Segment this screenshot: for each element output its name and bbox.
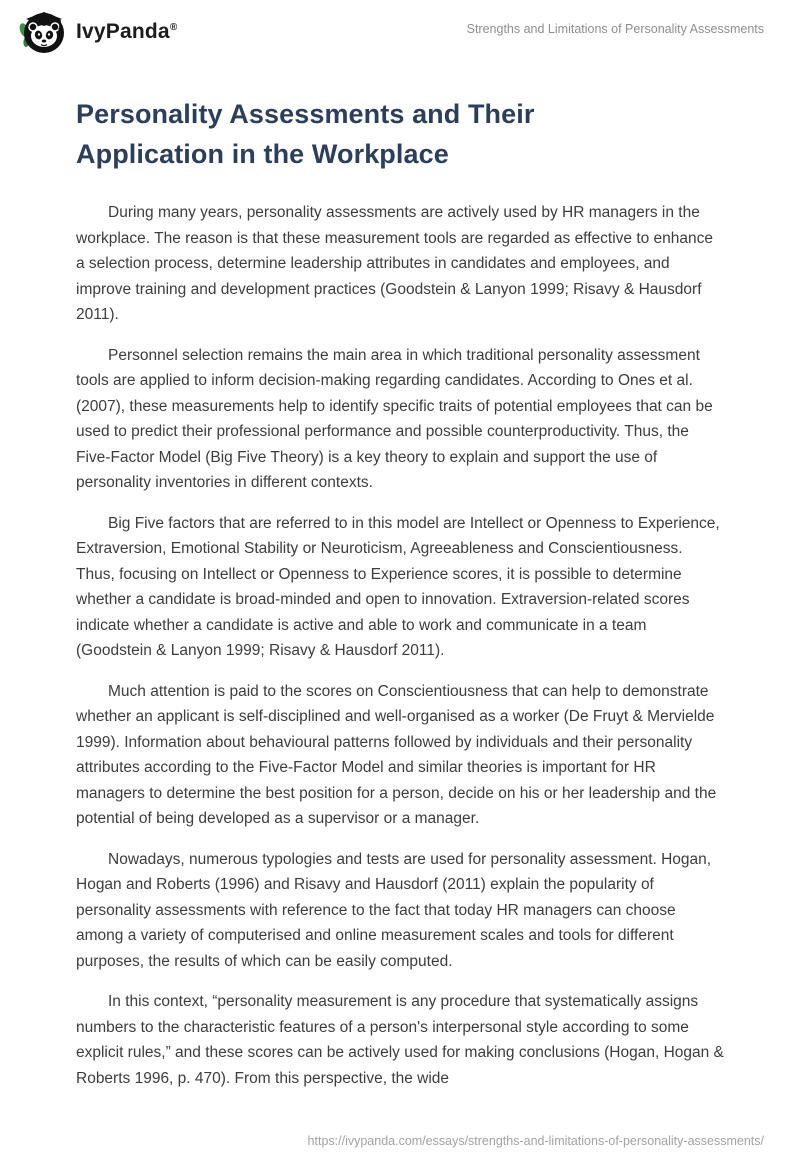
source-url-link[interactable]: https://ivypanda.com/essays/strengths-and-limitations-of-personality-assessments/ bbox=[307, 1134, 764, 1148]
page-footer bbox=[308, 1134, 764, 1148]
registered-mark: ® bbox=[169, 22, 178, 33]
paragraph-4: Much attention is paid to the scores on Conscientiousness that can help to demonstrate whether an applicant is self-disciplined and well-organised as a worker (De Fruyt & Mervielde 1999). Information about behavioural patterns followed by individuals and their personality attributes according to the Five-Factor Model and similar theories is important for HR managers to determine the best position for a person, decide on his or her leadership and the potential of being developed as a supervisor or a manager. bbox=[76, 682, 717, 827]
paragraph-2: Personnel selection remains the main area in which traditional personality assessment tools are applied to inform decision-making regarding candidates. According to Ones et al. (2007), these measurements help to identify specific traits of potential employees that can be used to predict their professional performance and possible counterproductivity. Thus, the Five-Factor Model (Big Five Theory) is a key theory to explain and support the use of personality inventories in different contexts. bbox=[76, 346, 713, 491]
page-header bbox=[0, 0, 800, 64]
article-body bbox=[76, 200, 724, 1091]
header-doc-title: Strengths and Limitations of Personality Assessments bbox=[466, 22, 764, 36]
article bbox=[0, 94, 800, 1091]
article-title: Personality Assessments and Their Application in the Workplace bbox=[76, 99, 535, 169]
paragraph-3: Big Five factors that are referred to in this model are Intellect or Openness to Experience, Extraversion, Emotional Stability or Neuroticism, Agreeableness and Conscientiousness. Thus, focusing on Intellect or Openness to Experience scores, it is possible to determine whether a candidate is broad-minded and open to innovation. Extraversion-related scores indicate whether a candidate is active and able to work and communicate in a team (Goodstein & Lanyon 1999; Risavy & Hausdorf 2011). bbox=[76, 514, 720, 659]
ivypanda-brand[interactable] bbox=[18, 8, 177, 56]
brand-name: IvyPanda® bbox=[76, 20, 178, 43]
paragraph-1: During many years, personality assessments are actively used by HR managers in the workplace. The reason is that these measurement tools are regarded as effective to enhance a selection process, determine leadership attributes in candidates and employees, and improve training and development practices (Goodstein & Lanyon 1999; Risavy & Hausdorf 2011). bbox=[76, 204, 714, 323]
ivypanda-logo-icon bbox=[18, 8, 66, 56]
paragraph-6: In this context, “personality measurement is any procedure that systematically assigns numbers to the characteristic features of a person's interpersonal style according to some explicit rules,” and these scores can be actively used for making conclusions (Hogan, Hogan & Roberts 1996, p. 470). From this perspective, the wide bbox=[76, 993, 724, 1087]
paragraph-5: Nowadays, numerous typologies and tests are used for personality assessment. Hogan, Hogan and Roberts (1996) and Risavy and Hausdorf (2011) explain the popularity of personality assessments with reference to the fact that today HR managers can choose among a variety of computerised and online measurement scales and tools for different purposes, the results of which can be easily computed. bbox=[76, 850, 712, 970]
